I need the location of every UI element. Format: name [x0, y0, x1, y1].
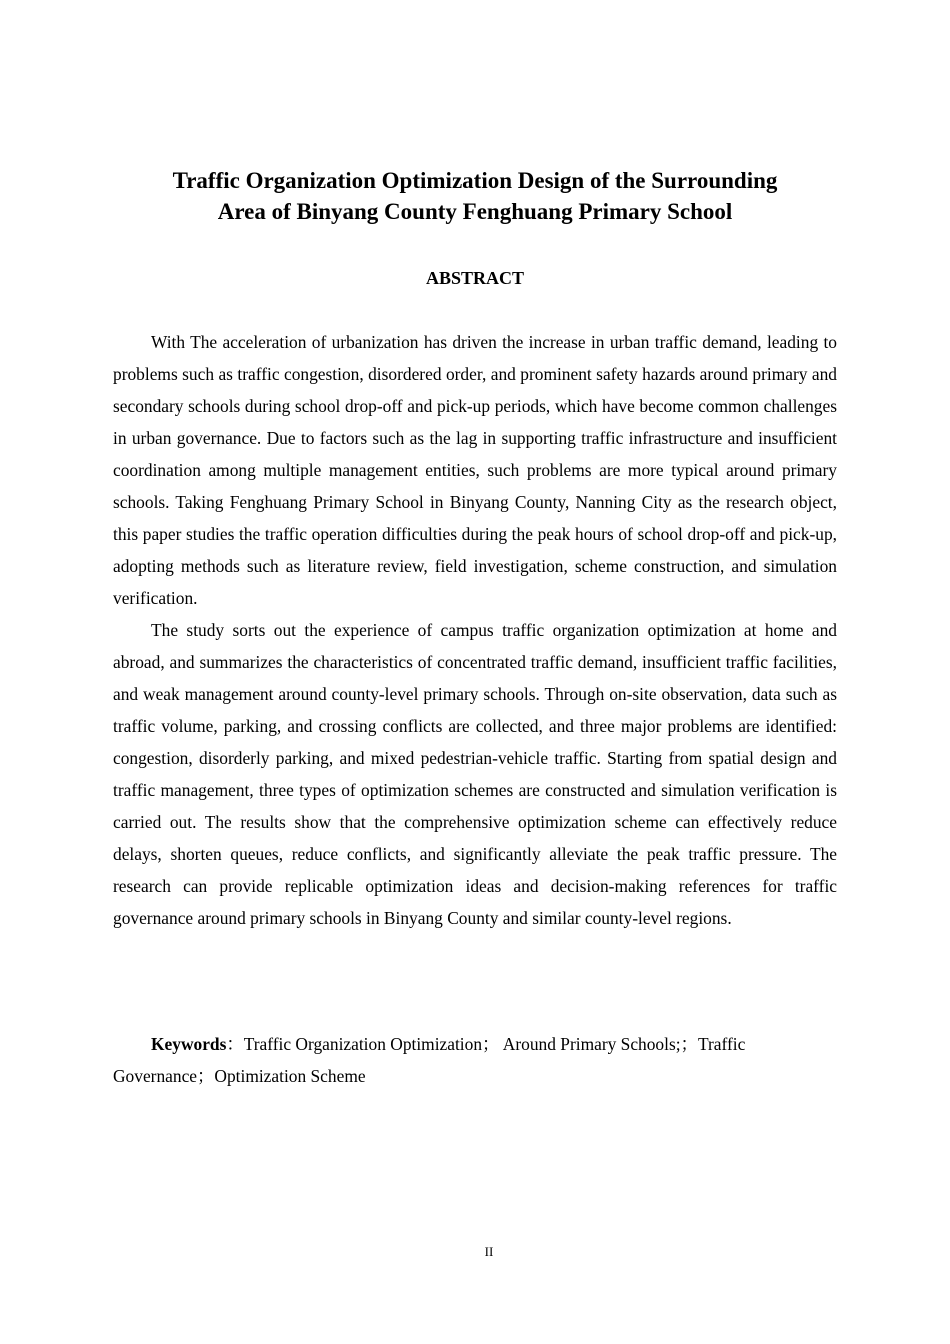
abstract-paragraph-2: The study sorts out the experience of campus traffic organization optimization at home and abroad, and summarizes the characteristics of concentrated traffic demand, insufficient traffic facilities, and weak management around county-level primary schools. Through on-site observation, data such as traffic volume, parking, and crossing conflicts are collected, and three major problems are identified: congestion, disorderly parking, and mixed pedestrian-vehicle traffic. Starting from spatial design and traffic management, three types of optimization schemes are constructed and simulation verification is carried out. The results show that the comprehensive optimization scheme can effectively reduce delays, shorten queues, reduce conflicts, and significantly alleviate the peak traffic pressure. The research can provide replicable optimization ideas and decision-making references for traffic governance around primary schools in Binyang County and similar county-level regions. — [113, 620, 837, 928]
paper-title — [113, 165, 837, 227]
keywords-text: ：Traffic Organization Optimization； Around Primary Schools;；Traffic Governance；Optimization Scheme — [113, 1034, 746, 1086]
keywords-label: Keywords — [151, 1034, 227, 1054]
page-number: II — [484, 1244, 494, 1259]
abstract-body — [113, 326, 837, 934]
title-line-1: Traffic Organization Optimization Design of the Surrounding — [172, 168, 778, 193]
abstract-paragraph-1: With The acceleration of urbanization has driven the increase in urban traffic demand, leading to problems such as traffic congestion, disordered order, and prominent safety hazards around primary and secondary schools during school drop-off and pick-up periods, which have become common challenges in urban governance. Due to factors such as the lag in supporting traffic infrastructure and insufficient coordination among multiple management entities, such problems are more typical around primary schools. Taking Fenghuang Primary School in Binyang County, Nanning City as the research object, this paper studies the traffic operation difficulties during the peak hours of school drop-off and pick-up, adopting methods such as literature review, field investigation, scheme construction, and simulation verification. — [113, 332, 837, 608]
keywords-line — [113, 1028, 823, 1092]
title-line-2: Area of Binyang County Fenghuang Primary School — [217, 199, 733, 224]
abstract-heading: ABSTRACT — [425, 268, 525, 288]
